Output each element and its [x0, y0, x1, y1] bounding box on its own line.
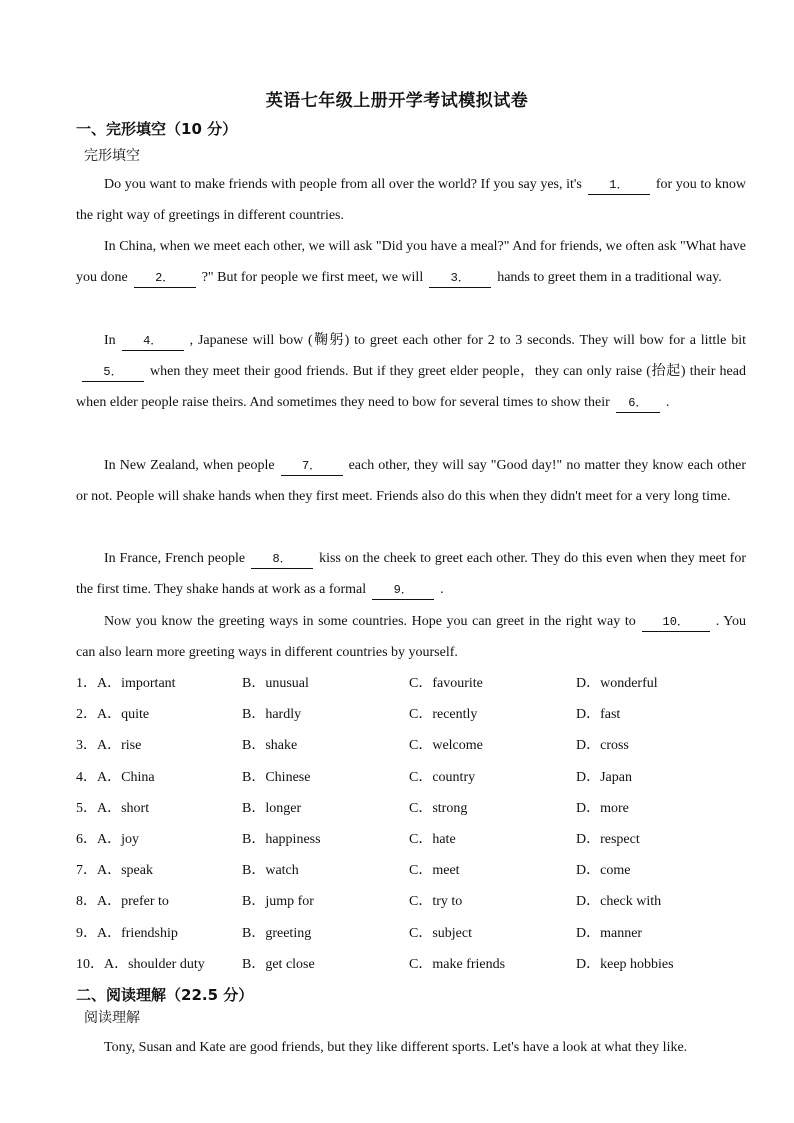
paragraph-text: , Japanese will bow (鞠躬) to greet each other for 2 to 3 seconds. They will bow for a little bit	[189, 333, 746, 348]
blank-7[interactable]: 7．	[281, 457, 343, 476]
option-row-10	[76, 955, 776, 986]
paragraph-text: In	[104, 333, 116, 348]
option-b[interactable]: B．jump for	[242, 894, 314, 910]
option-b[interactable]: B．unusual	[242, 676, 309, 691]
paragraph-text: hands to greet them in a traditional way.	[497, 270, 722, 286]
option-c[interactable]: C．subject	[409, 925, 472, 941]
paragraph-text: .	[440, 582, 444, 598]
passage-paragraph-5	[76, 543, 746, 605]
option-d[interactable]: D．Japan	[576, 769, 632, 785]
option-row-6	[76, 830, 776, 861]
paragraph-text: Now you know the greeting ways in some countries. Hope you can greet in the right way to	[104, 614, 636, 629]
blank-3[interactable]: 3．	[429, 269, 491, 288]
section-1-heading: 一、完形填空（10 分）	[76, 120, 238, 138]
paragraph-text: Do you want to make friends with people from all over the world? If you say yes, it's	[104, 177, 582, 192]
option-b[interactable]: B．get close	[242, 956, 315, 972]
option-b[interactable]: B．happiness	[242, 831, 321, 847]
answer-options	[76, 674, 776, 986]
option-d[interactable]: D．respect	[576, 831, 640, 847]
option-b[interactable]: B．greeting	[242, 925, 312, 941]
passage-paragraph-2	[76, 231, 746, 293]
option-row-2	[76, 705, 776, 736]
blank-2[interactable]: 2．	[134, 269, 196, 288]
section-2-subheading: 阅读理解	[84, 1010, 140, 1026]
option-c[interactable]: C．favourite	[409, 676, 483, 691]
blank-1[interactable]: 1．	[588, 176, 650, 195]
passage-paragraph-6	[76, 606, 746, 668]
option-c[interactable]: C．recently	[409, 707, 478, 723]
paragraph-text: .	[665, 395, 670, 411]
option-c[interactable]: C．hate	[409, 831, 456, 847]
option-b[interactable]: B．watch	[242, 863, 299, 879]
passage-paragraph-4	[76, 450, 746, 512]
blank-5[interactable]: 5．	[82, 363, 144, 382]
blank-4[interactable]: 4．	[122, 332, 184, 351]
option-a[interactable]: 10．A．shoulder duty	[76, 956, 205, 972]
option-d[interactable]: D．check with	[576, 894, 662, 910]
option-c[interactable]: C．welcome	[409, 738, 483, 754]
option-c[interactable]: C．country	[409, 769, 476, 785]
option-row-1	[76, 674, 776, 705]
page-title: 英语七年级上册开学考试模拟试卷	[265, 91, 529, 111]
option-b[interactable]: B．shake	[242, 738, 298, 754]
option-b[interactable]: B．Chinese	[242, 769, 311, 785]
section-2-heading: 二、阅读理解（22.5 分）	[76, 986, 254, 1004]
option-a[interactable]: 5．A．short	[76, 800, 150, 816]
option-a[interactable]: 6．A．joy	[76, 831, 139, 847]
option-d[interactable]: D．come	[576, 863, 631, 879]
option-c[interactable]: C．meet	[409, 863, 460, 879]
option-row-7	[76, 861, 776, 892]
paragraph-text: . You can also learn more greeting ways in different countries by yourself.	[76, 614, 746, 661]
option-row-4	[76, 768, 776, 799]
paragraph-text: for you to know the right way of greetings in different countries.	[76, 177, 746, 224]
paragraph-text: In China, when we meet each other, we will ask "Did you have a meal?" And for friends, we often ask "What have you done	[76, 239, 746, 286]
paragraph-text: each other, they will say "Good day!" no matter they know each other or not. People will shake hands when they first meet. Friends also do this when they didn't meet for a very long time.	[76, 458, 747, 505]
blank-10[interactable]: 10．	[642, 613, 710, 632]
blank-8[interactable]: 8．	[251, 550, 313, 569]
section-1-subheading: 完形填空	[84, 148, 140, 164]
paragraph-text: ?" But for people we first meet, we will	[201, 270, 424, 286]
option-b[interactable]: B．longer	[242, 800, 302, 816]
option-b[interactable]: B．hardly	[242, 707, 302, 723]
option-a[interactable]: 7．A．speak	[76, 863, 153, 879]
option-a[interactable]: 2．A．quite	[76, 707, 150, 723]
passage-paragraph-1	[76, 169, 746, 231]
option-a[interactable]: 3．A．rise	[76, 738, 142, 754]
option-a[interactable]: 1．A．important	[76, 676, 176, 691]
paragraph-text: In France, French people	[104, 551, 246, 566]
option-d[interactable]: D．fast	[576, 707, 621, 723]
option-row-8	[76, 892, 776, 923]
paragraph-text: when they meet their good friends. But if they greet elder people，they can only raise (抬起) their head when elder people raise theirs. And sometimes they need to bow for several times to show their	[76, 364, 746, 411]
option-d[interactable]: D．more	[576, 800, 629, 816]
option-d[interactable]: D．keep hobbies	[576, 956, 674, 972]
option-c[interactable]: C．strong	[409, 800, 468, 816]
reading-intro	[76, 1032, 746, 1063]
option-c[interactable]: C．make friends	[409, 956, 506, 972]
passage-paragraph-3	[76, 325, 746, 419]
option-c[interactable]: C．try to	[409, 894, 463, 910]
option-d[interactable]: D．wonderful	[576, 676, 658, 691]
paragraph-text: Tony, Susan and Kate are good friends, but they like different sports. Let's have a look at what they like.	[104, 1040, 688, 1055]
paragraph-text: kiss on the cheek to greet each other. They do this even when they meet for the first time. They shake hands at work as a formal	[76, 551, 746, 598]
option-a[interactable]: 9．A．friendship	[76, 925, 178, 941]
blank-9[interactable]: 9．	[372, 581, 434, 600]
paragraph-text: In New Zealand, when people	[104, 458, 275, 473]
option-d[interactable]: D．manner	[576, 925, 643, 941]
option-row-9	[76, 924, 776, 955]
option-a[interactable]: 8．A．prefer to	[76, 894, 169, 910]
option-a[interactable]: 4．A．China	[76, 769, 155, 785]
option-row-3	[76, 736, 776, 767]
blank-6[interactable]: 6．	[616, 394, 660, 413]
option-d[interactable]: D．cross	[576, 738, 629, 754]
option-row-5	[76, 799, 776, 830]
